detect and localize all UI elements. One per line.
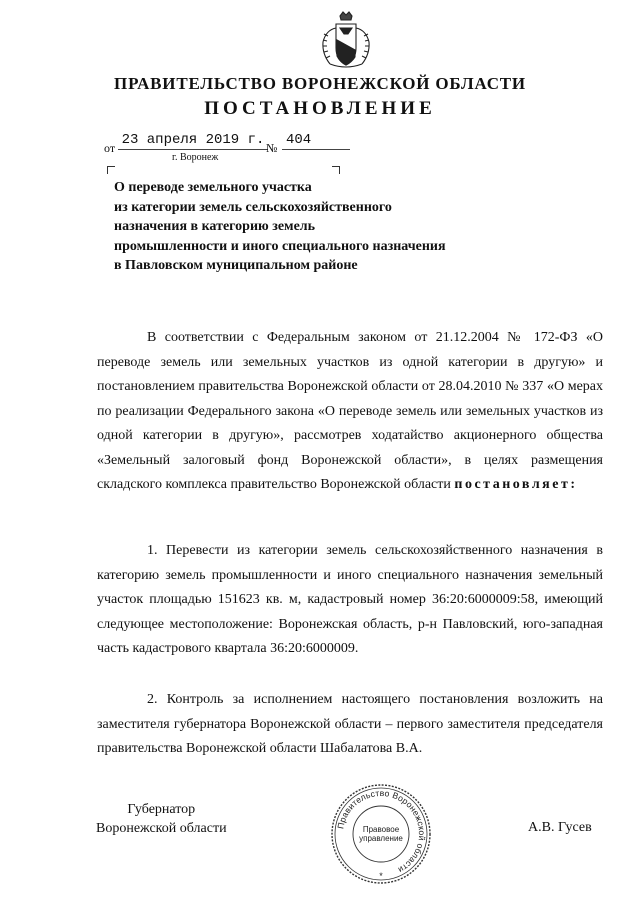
- stamp-center-line: управление: [359, 834, 403, 843]
- stamp-star: *: [379, 871, 383, 881]
- city: г. Воронеж: [172, 152, 219, 163]
- organization-title: ПРАВИТЕЛЬСТВО ВОРОНЕЖСКОЙ ОБЛАСТИ: [114, 74, 526, 93]
- subject-corner-right: [332, 166, 340, 174]
- stamp-ring-text: Правительство Воронежской области: [335, 787, 428, 876]
- item-2-paragraph: 2. Контроль за исполнением настоящего постановления возложить на заместителя губернатора Воронежской области – первого заместителя председателя правительства Воронежской области Шабалатова В.А.: [97, 692, 603, 756]
- signatory-name: А.В. Гусев: [528, 820, 592, 835]
- item-1-paragraph: 1. Перевести из категории земель сельскохозяйственного назначения в категорию земель промышленности и иного специального назначения земельный участок площадью 151623 кв. м, кадастровый номер 36:20:6000009:58, имеющий следующее местоположение: Воронежская область, р-н Павловский, юго-западная часть кадастрового квартала 36:20:6000009.: [97, 543, 603, 656]
- subject-line: промышленности и иного специального назначения: [114, 238, 446, 254]
- subject-line: в Павловском муниципальном районе: [114, 258, 358, 273]
- subject-corner-left: [107, 166, 115, 174]
- date-prefix: от: [104, 141, 116, 155]
- document-subject: [114, 178, 494, 276]
- document-number: 404: [282, 131, 350, 150]
- position-line: Воронежской области: [96, 821, 227, 836]
- subject-line: О переводе земельного участка: [114, 180, 312, 195]
- document-date: 23 апреля 2019 г.: [118, 131, 268, 150]
- signatory-position: [96, 800, 227, 838]
- preamble-paragraph: [97, 326, 603, 498]
- document-type: ПОСТАНОВЛЕНИЕ: [204, 98, 436, 119]
- position-line: Губернатор: [127, 802, 196, 817]
- resolves-word: постановляет:: [454, 477, 578, 492]
- subject-line: назначения в категорию земель: [114, 219, 316, 234]
- number-sign: №: [266, 141, 278, 155]
- stamp-center-line: Правовое: [362, 825, 400, 834]
- preamble-text: В соответствии с Федеральным законом от 21.12.2004 № 172-ФЗ «О переводе земель или земельных участков из одной категории в другую» и постановлением правительства Воронежской области от 28.04.2010 № 337 «О мерах по реализации Федерального закона «О переводе земель или земельных участков из одной категории в другую», рассмотрев ходатайство акционерного общества «Земельный залоговый фонд Воронежской области», в целях размещения складского комплекса правительство Воронежской области: [97, 330, 603, 492]
- subject-line: из категории земель сельскохозяйственного: [114, 199, 392, 215]
- coat-of-arms-icon: [318, 10, 374, 72]
- official-stamp: [330, 783, 432, 885]
